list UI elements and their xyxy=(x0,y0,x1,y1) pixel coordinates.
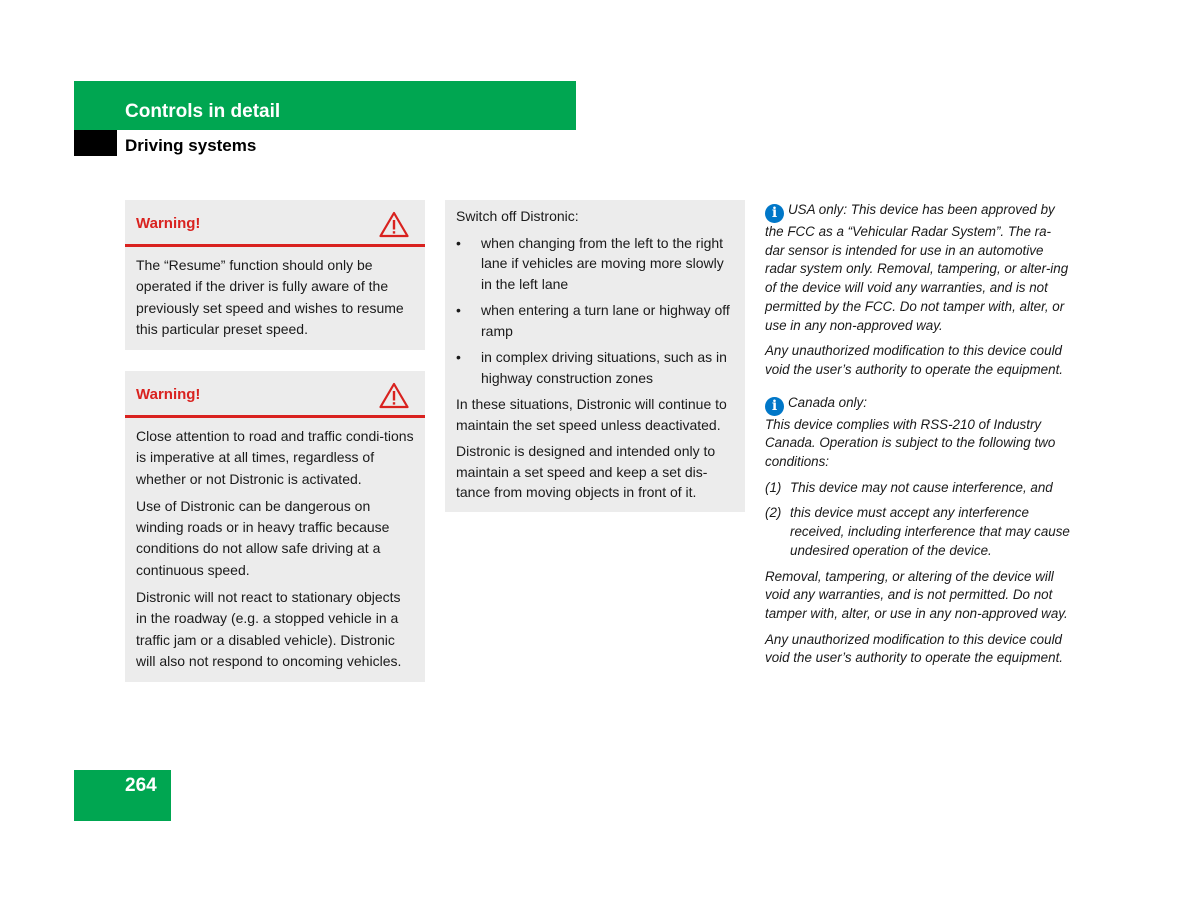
usa-notice xyxy=(765,201,1070,335)
warning-header xyxy=(125,371,425,418)
warning-label: Warning! xyxy=(136,386,201,403)
removal-notice: Removal, tampering, or altering of the device will void any warranties, and is not permitted. Do not tamper with, alter, or use in any non-approved way. xyxy=(765,568,1068,621)
condition-item xyxy=(765,504,1070,560)
header-black-tab xyxy=(74,130,117,156)
list-item xyxy=(456,233,735,295)
condition-text: this device must accept any interference received, including interference that may cause undesired operation of the device. xyxy=(790,505,1070,558)
list-item xyxy=(456,300,735,341)
condition-text: This device may not cause interference, and xyxy=(790,479,1053,495)
warning-paragraph: Use of Distronic can be dangerous on winding roads or in heavy traffic because conditions do not allow safe driving at a continuous speed. xyxy=(136,497,390,578)
warning-paragraph: Close attention to road and traffic condi-tions is imperative at all times, regardless of whether or not Distronic is activated. xyxy=(136,428,414,487)
condition-number: (1) xyxy=(765,479,782,495)
warning-paragraph: The “Resume” function should only be operated if the driver is fully aware of the previously set speed and wishes to resume this particular preset speed. xyxy=(136,257,404,337)
bullet-icon: • xyxy=(456,302,461,318)
info-icon: i xyxy=(765,397,784,416)
switch-off-distronic-box xyxy=(445,200,745,512)
page-number: 264 xyxy=(125,775,157,796)
canada-modification-notice: Any unauthorized modification to this device could void the user’s authority to operate the equipment. xyxy=(765,631,1064,666)
list-item-text: when changing from the left to the right lane if vehicles are moving more slowly in the left lane xyxy=(481,234,724,292)
canada-notice xyxy=(765,394,1070,472)
bullet-list xyxy=(456,233,735,389)
intro-text: Switch off Distronic: xyxy=(456,208,579,224)
canada-label: Canada only: xyxy=(788,394,867,410)
condition-item xyxy=(765,479,1070,498)
info-icon: i xyxy=(765,204,784,223)
body-paragraph: In these situations, Distronic will continue to maintain the set speed unless deactivated. xyxy=(456,396,727,433)
warning-body xyxy=(125,418,425,682)
usa-notice-text: USA only: This device has been approved by the FCC as a “Vehicular Radar System”. The ra-dar sensor is intended for use in an automotive radar system only. Removal, tampering, or alter-ing of the device will void any warranties, and is not permitted by the FCC. Do not tamper with, alter, or use in any non-approved way. xyxy=(765,202,1069,333)
warning-triangle-icon xyxy=(379,382,409,409)
usa-modification-notice: Any unauthorized modification to this device could void the user’s authority to operate the equipment. xyxy=(765,343,1064,377)
warning-header xyxy=(125,200,425,247)
bullet-icon: • xyxy=(456,234,461,251)
warning-box-distronic xyxy=(125,371,425,682)
chapter-title: Controls in detail xyxy=(125,101,281,122)
condition-number: (2) xyxy=(765,505,782,521)
canada-notice-text: This device complies with RSS-210 of Industry Canada. Operation is subject to the following two conditions: xyxy=(765,416,1056,470)
warning-box-resume xyxy=(125,200,425,350)
warning-triangle-icon xyxy=(379,211,409,238)
list-item-text: in complex driving situations, such as in highway construction zones xyxy=(481,349,727,386)
body-paragraph: Distronic is designed and intended only to maintain a set speed and keep a set dis-tance from moving objects in front of it. xyxy=(456,443,716,500)
warning-label: Warning! xyxy=(136,215,201,232)
bullet-icon: • xyxy=(456,349,461,365)
warning-paragraph: Distronic will not react to stationary objects in the roadway (e.g. a stopped vehicle in a traffic jam or a disabled vehicle). Distronic will also not respond to oncoming vehicles. xyxy=(136,589,402,669)
list-item-text: when entering a turn lane or highway off ramp xyxy=(481,302,730,339)
list-item xyxy=(456,347,735,388)
section-title: Driving systems xyxy=(125,136,257,155)
fcc-notice-column xyxy=(765,201,1070,675)
warning-body xyxy=(125,247,425,350)
